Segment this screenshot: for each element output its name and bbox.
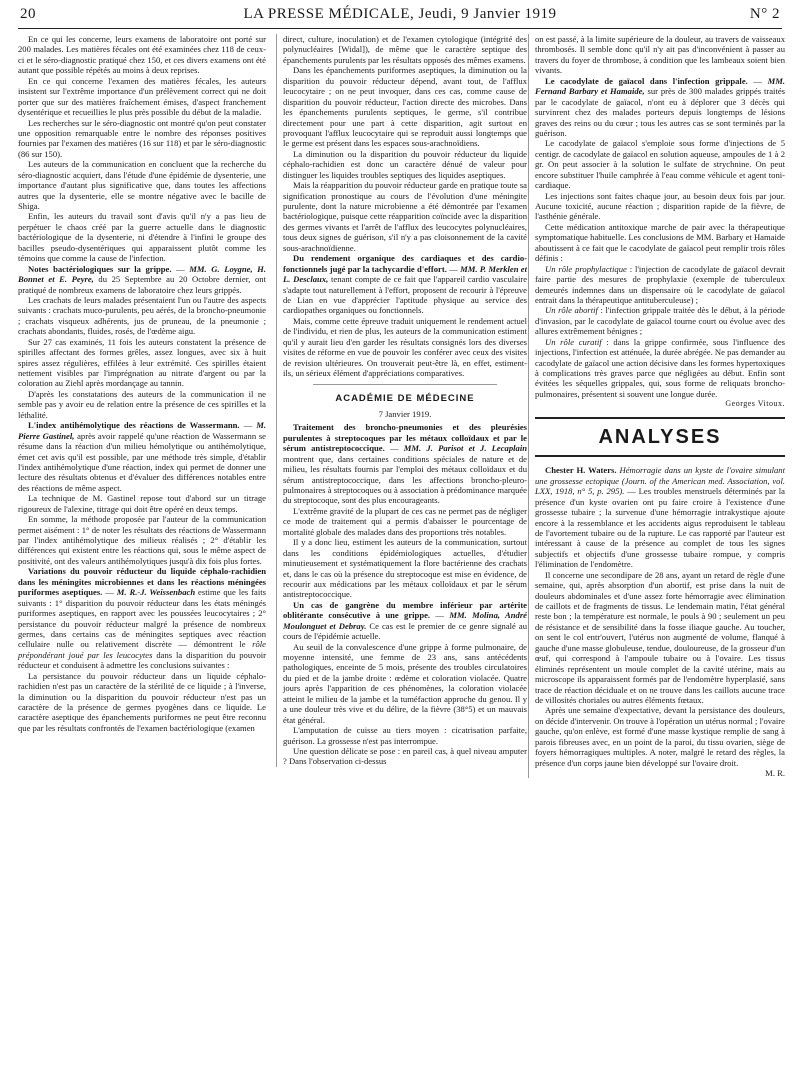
section-title: Traitement des broncho-pneumonies et des pleurésies purulentes à streptocoques par les métaux colloïdaux et par le sérum antistreptococcique.	[283, 422, 527, 454]
column-1	[18, 34, 266, 733]
section-text: après avoir rappelé qu'une réaction de Wassermann se résume dans la réaction d'un milieu hémolytique ou antihémolytique, émet cet avis qu'il est possible, par une méthode très simple, d'établir l'index antihémolytique d'une réaction, index qui permet de donner une lecture des résultats obtenus et d'évaluer des différences notables entre des réactions de même aspect.	[18, 430, 266, 493]
role-lead: Un rôle abortif	[545, 305, 598, 316]
section-authors: MM. J. Parisot et J. Lecaplain	[403, 443, 528, 454]
section-title: Un cas de gangrène du membre inférieur par artérite oblitérante consécutive à une grippe.	[283, 599, 527, 621]
section-authors: MM. P. Merklen et L. Desclaux,	[283, 263, 527, 285]
section-text: tenant compte de ce fait que l'appareil cardio vasculaire s'adapte tout naturellement à l'effort, proposent de recourir à l'épreuve de Lian en vue d'apprécier l'aptitude physique au service des cardiopathes organiques ou fonctionnels.	[283, 274, 528, 316]
paragraph: Mais, comme cette épreuve traduit uniquement le rendement actuel de l'individu, et rien de plus, les auteurs de la communication estiment qu'il y aurait lieu d'en garder les résultats consignés lors des diverses visites de réforme en vue de pouvoir les conférer avec ceux des visites de revision ultérieures. On trouverait peut-être là, en effet, estiment-ils, un sérieux élément d'appréciations comparatives.	[283, 315, 527, 378]
section-text: Ce cas est le premier de ce genre signalé au cours de l'épidémie actuelle.	[283, 620, 527, 642]
section: Du rendement organique des cardiaques et des cardio-fonctionnels jugé par la tachycardie d'effort. — MM. P. Merklen et L. Desclaux, tenant compte de ce fait que l'appareil cardio vasculaire s'adapte tout naturellement à l'effort, proposent de recourir à l'épreuve de Lian en vue d'apprécier l'aptitude physique au service des cardiopathes organiques ou fonctionnels.	[283, 253, 528, 316]
paragraph	[535, 264, 785, 306]
paragraph: En somme, la méthode proposée par l'auteur de la communication permet aisément : 1° de noter les résultats des réactions de Wassermann par l'index antihémolytique des milieux réalisés ; 2° d'établir les différences qui existent entre les réactions qui, sous le même aspect de positivité, ont des valeurs antihémolytiques jusqu'à dix fois plus fortes.	[18, 514, 266, 566]
section: L'index antihémolytique des réactions de Wassermann. — M. Pierre Gastinel, après avoir rappelé qu'une réaction de Wassermann se résume dans la réaction d'un milieu hémolytique ou antihémolytique, émet cet avis qu'il est possible, par une méthode très simple, d'établir l'index antihémolytique d'une réaction, index qui permet de donner une lecture des résultats obtenus et d'évaluer des différences notables entre des réactions de même aspect.	[18, 420, 266, 493]
paragraph: L'amputation de cuisse au tiers moyen : cicatrisation parfaite, guérison. La grossesse n'est pas interrompue.	[283, 725, 527, 746]
analysis-reference: (Journ. of the American med. Association, vol. LXX, 1918, n° 5, p. 295).	[535, 475, 785, 497]
paragraph: Mais la réapparition du pouvoir réducteur garde en pratique toute sa signification pronostique au cours de l'évolution d'une méningite purulente, dont la nature microbienne a été démontrée par l'examen bactériologique, puisque cette réapparition coïncide avec la disparition des germes vivants et l'arrêt de l'afflux des leucocytes polynucléaires, tous deux signes de guérison, s'il n'y a pas cloisonnement de la cavité sous-arachnoïdienne.	[283, 180, 527, 253]
analysis-author: Chester H. Waters.	[545, 465, 617, 476]
role-lead: Un rôle curatif	[545, 336, 602, 347]
signature: Georges Vitoux.	[725, 399, 785, 409]
section-authors: MM. Fernand Barbary et Hamaide,	[535, 75, 785, 97]
column-3	[528, 34, 785, 778]
paragraph: La diminution ou la disparition du pouvoir réducteur du liquide céphalo-rachidien est donc un caractère dénué de valeur pour distinguer les liquides troubles septiques des liquides aseptiques.	[283, 148, 527, 180]
role-text: : dans la grippe confirmée, sous l'influence des injections, l'infection est atténuée, la durée abrégée. Ne pas demander au cacodylate de gaïacol une action décisive dans les formes hypertoxiques à complications très graves parce que négligées au début. Enfin sont évitées les séquelles grippales, qui, sous forme de reliquats broncho-pulmonaires, présentent si souvent une longue durée.	[535, 336, 785, 399]
paragraph	[535, 305, 785, 336]
role-lead: Un rôle prophylactique	[545, 263, 627, 274]
column-2	[276, 34, 527, 767]
role-text: : l'infection grippale traitée dès le début, à la période d'invasion, par le cacodylate de gaïacol tourne court ou évolue avec des allures extrêmement bénignes ;	[535, 305, 785, 337]
header-rule	[18, 28, 782, 29]
section-title: Variations du pouvoir réducteur du liquide céphalo-rachidien dans les méningites microbiennes et dans les réactions méningées puriformes aseptiques.	[18, 566, 266, 598]
paragraph: Les crachats de leurs malades présentaient l'un ou l'autre des aspects suivants : crachats muco-purulents, peu aérés, de la broncho-pneumonie ; crachats visqueux adhérents, jus de pruneau, de la pneumonie ; crachats abondants, fluides, rosés, de l'œdème aigu.	[18, 294, 266, 337]
paragraph: En ce qui les concerne, leurs examens de laboratoire ont porté sur 200 malades. Les matières fécales ont été examinées chez 118 de ceux-ci et le séro-diagnostic pratiqué chez 150, et ces divers examens ont été autant que possible répétés au moins à deux reprises.	[18, 34, 266, 76]
section-text: dans la disparition du pouvoir réducteur et conduisent à admettre les conclusions suivantes :	[18, 649, 266, 671]
role-text: : l'injection de cacodylate de gaïacol devrait faire partie des mesures de prophylaxie (exemple de tuberculeux demeurés indemnes dans un dispensaire où le cacodylate de gaïacol entrait dans la thérapeutique antituberculeuse) ;	[535, 263, 785, 305]
section-authors: MM. Molina, André Moulonguet et Debray.	[283, 610, 527, 631]
paragraph: En ce qui concerne l'examen des matières fécales, les auteurs insistent sur l'extrême importance d'un prélèvement correct qui ne doit porter que sur des matières fraîchement émises, d'aspect franchement dysentérique et recueillies le plus près possible du début de la maladie.	[18, 75, 266, 118]
paragraph: Après une semaine d'expectative, devant la persistance des douleurs, on décide d'intervenir. On trouve à l'opération un utérus normal ; l'ovaire gauche, qu'on enlève, est formé d'une masse kystique remplie de sang à parois fibreuses avec, en un point de la paroi, du tissu ovarien, siège de foyers hémorragiques multiples. A noter, malgré le retard des règles, la présence d'un corps jaune bien développé sur l'ovaire droit.	[535, 705, 785, 768]
paragraph: Les recherches sur le séro-diagnostic ont montré qu'on peut constater une opposition remarquable entre le nombre des réponses positives fournies par l'examen des matières (16 sur 118) et par le séro-diagnostic (86 sur 150).	[18, 117, 266, 159]
paragraph: Il concerne une secondipare de 28 ans, ayant un retard de règle d'une semaine, qui, après absorption d'un abortif, est prise dans la nuit de douleurs abdominales et d'une assez forte hémorragie avec élimination de caillots et de fragments de tissus. Le lendemain matin, l'état général reste bon ; la température est normale, le pouls à 90 ; seulement un peu de résistance et de sensibilité dans la fosse iliaque gauche. Au toucher, on sent le col entr'ouvert, l'utérus non augmenté de volume, flanqué à gauche d'une masse globuleuse, tendue, douloureuse, de la grosseur d'un œuf, qui correspond à l'ampoule tubaire ou à l'ovaire. Les tissus éliminés représentent un moule complet de la cavité utérine, mais au microscope ils apparaissent formés par de l'endomètre hyperplasié, sans trace de réaction déciduale et on ne trouve dans les caillots aucune trace de villosités choriales ou autres éléments fœtaux.	[535, 569, 785, 705]
paragraph: on est passé, à la limite supérieure de la douleur, au travers de vaisseaux thrombosés. Il semble donc qu'il n'y ait pas d'inconvénient à passer au travers du foyer de thrombose, à condition que les lambeaux soient bien vivants.	[535, 34, 785, 76]
issue-number: N° 2	[749, 6, 780, 22]
section-title: Du rendement organique des cardiaques et des cardio-fonctionnels jugé par la tachycardie d'effort.	[283, 253, 527, 274]
paragraph: Les auteurs de la communication en concluent que la recherche du séro-diagnostic acquiert, dans l'étude d'une épidémie de dysenterie, une importance d'autant plus significative que, dans toutes les affections autres que la dysenterie, elle se montre négative avec le bacille de Shiga.	[18, 159, 266, 211]
analysis-title: Hémorragie dans un kyste de l'ovaire simulant une grossesse ectopique	[535, 465, 785, 486]
analysis-initials: M. R.	[765, 768, 785, 779]
paragraph: Les injections sont faites chaque jour, au besoin deux fois par jour. Aucune toxicité, aucune réaction ; disparition rapide de la fièvre, de l'asthénie générale.	[535, 190, 785, 222]
section-title: Notes bactériologiques sur la grippe.	[28, 263, 172, 274]
section: Traitement des broncho-pneumonies et des pleurésies purulentes à streptocoques par les métaux colloïdaux et par le sérum antistreptococcique. — MM. J. Parisot et J. Lecaplain montrent que, dans certaines conditions spéciales de nature et de milieu, les résultats fournis par l'emploi des métaux colloïdaux et du sérum antistreptococcique, dans les affections broncho-pleuro-pulmonaires à streptocoques ou à association à prédominance marquée du streptocoque, sont des plus encourageants.	[283, 422, 528, 506]
paragraph: D'après les constatations des auteurs de la communication il ne semble pas y avoir eu de relation entre la présence de ces spirilles et la léthalité.	[18, 388, 266, 420]
section-authors: MM. G. Loygne, H. Bonnet et E. Peyre,	[18, 263, 267, 285]
paragraph: Il y a donc lieu, estiment les auteurs de la communication, surtout dans les conditions épidémiologiques actuelles, d'étudier minutieusement et systématiquement la flore bactérienne des crachats et, dans le cas où la présence du streptocoque est mise en évidence, de recourir aux médications par les métaux colloïdaux et par le sérum antistreptococcique.	[283, 537, 527, 600]
journal-title: LA PRESSE MÉDICALE, Jeudi, 9 Janvier 1919	[243, 6, 557, 22]
analysis-text: — Les troubles menstruels déterminés par la présence d'un kyste ovarien ont pu faire croire à l'existence d'une grossesse tubaire ; la survenue d'une hémorragie intrakystique ajoute encore à la ressemblance et les accidents aigus reproduisent le tableau de l'avortement tubaire ou de la rupture. Le cas rapporté par l'auteur est intéressant à cause de la présence au complet de tous les signes subjectifs et objectifs d'une grossesse tubaire rompue, y compris l'élimination de l'endomètre.	[535, 486, 785, 570]
separator	[313, 384, 497, 385]
section-emphasis: rôle prépondérant joué par les leucocytes	[18, 639, 266, 660]
paragraph: Une question délicate se pose : en pareil cas, à quel niveau amputer ? Dans l'observation ci-dessus	[283, 745, 527, 767]
page-number: 20	[20, 6, 36, 22]
section: Notes bactériologiques sur la grippe. — MM. G. Loygne, H. Bonnet et E. Peyre, du 25 Septembre au 20 Octobre dernier, ont pratiqué de nombreux examens de laboratoire chez leurs grippés.	[18, 263, 267, 295]
section-text: du 25 Septembre au 20 Octobre dernier, ont pratiqué de nombreux examens de laboratoire chez leurs grippés.	[18, 274, 266, 295]
analysis-entry	[535, 465, 785, 569]
paragraph: Dans les épanchements puriformes aseptiques, la diminution ou la disparition du pouvoir réducteur dépend, avant tout, de l'afflux leucocytaire ; on ne peut invoquer, dans ces cas, comme cause de disparition du pouvoir réducteur, l'action directe des microbes. Dans les épanchements purulents septiques, le germe, s'il contribue directement pour une part à cette disparition, agit surtout en provoquant l'afflux leucocytaire qui se reproduit aussi longtemps que le germe est présent dans les espaces sous-arachnoïdiens.	[283, 65, 527, 149]
section-title: Le cacodylate de gaïacol dans l'infection grippale.	[545, 75, 748, 86]
section: Un cas de gangrène du membre inférieur par artérite oblitérante consécutive à une grippe. — MM. Molina, André Moulonguet et Debray. Ce cas est le premier de ce genre signalé au cours de l'épidémie actuelle.	[283, 599, 527, 642]
paragraph: Le cacodylate de gaïacol s'emploie sous forme d'injections de 5 centigr. de cacodylate de gaïacol en solution aqueuse, ampoules de 1 à 2 gr. On peut associer à la solution le sulfate de strychnine. On peut encore substituer l'huile camphrée à l'eau comme véhicule et agent toni-cardiaque.	[535, 138, 785, 191]
paragraph	[535, 337, 785, 400]
section-title: L'index antihémolytique des réactions de Wassermann.	[28, 420, 240, 431]
paragraph: Enfin, les auteurs du travail sont d'avis qu'il n'y a pas lieu de perpétuer le chaos créé par la guerre actuelle dans le diagnostic bactériologique de la dysenterie, ni d'étendre à l'infini le groupe des bacilles pseudo-dysentériques qui apparaissent plutôt comme les témoins que comme la cause de l'infection.	[18, 211, 266, 264]
academie-heading: ACADÉMIE DE MÉDECINE	[335, 393, 475, 405]
section-authors: M. Pierre Gastinel,	[18, 420, 266, 441]
paragraph: L'extrême gravité de la plupart de ces cas ne permet pas de négliger ce mode de traitement qui a permis d'abaisser le pourcentage de mortalité globale des malades dans des proportions très notables.	[283, 505, 527, 537]
section-text: montrent que, dans certaines conditions spéciales de nature et de milieu, les résultats fournis par l'emploi des métaux colloïdaux et du sérum antistreptococcique, dans les affections broncho-pleuro-pulmonaires à streptocoques ou à association à prédominance marquée du streptocoque, sont des plus encourageants.	[283, 453, 527, 506]
paragraph: direct, culture, inoculation) et de l'examen cytologique (intégrité des polynucléaires [Widal]), de même que le caractère septique des épanchements purulents par les résultats opposés des mêmes examens.	[283, 34, 527, 65]
paragraph: Cette médication antitoxique marche de pair avec la thérapeutique symptomatique habituelle. Les conclusions de MM. Barbary et Hamaide aboutissent à ce fait que le cacodylate de gaïacol peut remplir trois rôles définis :	[535, 221, 785, 264]
paragraph: La persistance du pouvoir réducteur dans un liquide céphalo-rachidien n'est pas un caractère de la stérilité de ce liquide ; à l'inverse, la diminution ou la disparition du pouvoir réducteur n'est pas un caractère de la présence de germes pyogènes dans ce liquide. Le caractère aseptique des épanchements puriformes ne peut être reconnu que par les résultats confrontés de l'examen bactériologique (examen	[18, 670, 266, 733]
paragraph: La technique de M. Gastinel repose tout d'abord sur un titrage rigoureux de l'alexine, titrage qui doit être opéré en deux temps.	[18, 493, 266, 514]
paragraph: Au seuil de la convalescence d'une grippe à forme pulmonaire, de moyenne intensité, une femme de 23 ans, sans antécédents pathologiques, enceinte de 5 mois, présente des troubles circulatoires du pied et de la jambe droite : œdème et coloration violacée. Quatre jours après l'apparition de ces phénomènes, la coloration violacée atteint le milieu de la jambe et la tuméfaction approche du genou. Il y a une douleur très vive et du délire, de la fièvre (38°5) et un mauvais état général.	[283, 641, 527, 725]
page-header	[18, 0, 782, 26]
section-text: estime que les faits suivants : 1° disparition du pouvoir réducteur dans les états méningés puriformes aseptiques, en rapport avec les poussées leucocytaires ; 2° persistance du pouvoir réducteur malgré la présence de nombreux germes, dans certains cas de méningites septiques avec réaction cellulaire nulle ou relativement discrète — démontrent le	[18, 587, 266, 650]
section-authors: M. R.-J. Weissenbach	[116, 587, 196, 598]
section: Le cacodylate de gaïacol dans l'infection grippale. — MM. Fernand Barbary et Hamaide, sur près de 300 malades grippés traités par le cacodylate de gaïacol, n'ont eu à déplorer que 3 décès qui survinrent chez des malades porteurs depuis longtemps de lésions graves des reins ou du cœur ; tous les autres cas se sont terminés par la guérison.	[535, 75, 785, 138]
session-date: 7 Janvier 1919.	[378, 408, 432, 419]
paragraph: Sur 27 cas examinés, 11 fois les auteurs constatent la présence de spirilles affectant des formes grêles, assez longues, avec six à huit spires assez régulières, effilées à leur extrémité. Ces spirilles étaient nettement visibles par l'imprégnation au nitrate d'argent ou par la coloration au Ziehl après mordançage au tannin.	[18, 336, 266, 389]
analyses-heading: ANALYSES	[535, 417, 785, 457]
section-text: sur près de 300 malades grippés traités par le cacodylate de gaïacol, n'ont eu à déplorer que 3 décès qui survinrent chez des malades porteurs depuis longtemps de lésions graves des reins ou du cœur ; tous les autres cas se sont terminés par la guérison.	[535, 86, 785, 138]
section: Variations du pouvoir réducteur du liquide céphalo-rachidien dans les méningites microbiennes et dans les réactions méningées puriformes aseptiques. — M. R.-J. Weissenbach estime que les faits suivants : 1° disparition du pouvoir réducteur dans les états méningés puriformes aseptiques, en rapport avec les poussées leucocytaires ; 2° persistance du pouvoir réducteur malgré la présence de nombreux germes, dans certains cas de méningites septiques avec réaction cellulaire nulle ou relativement discrète — démontrent le rôle prépondérant joué par les leucocytes dans la disparition du pouvoir réducteur et conduisent à admettre les conclusions suivantes :	[18, 566, 266, 671]
